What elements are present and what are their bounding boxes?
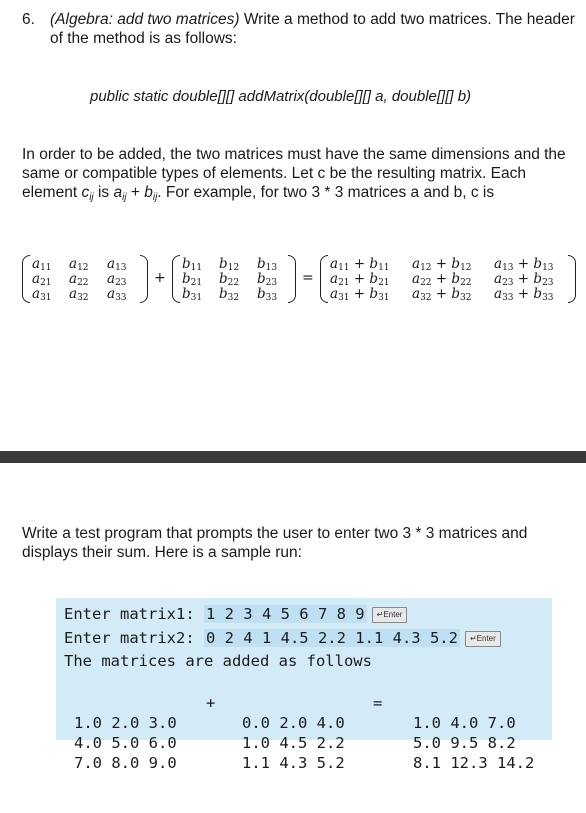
console-line-1: Enter matrix1: 1 2 3 4 5 6 7 8 9 ↵Enter xyxy=(64,604,407,624)
sample-run-console xyxy=(56,598,552,772)
matrix-b-cell: $b_{12}$ xyxy=(219,256,240,273)
enter-key-icon: ↵Enter xyxy=(372,607,408,623)
matrix-a-cell: $a_{22}$ xyxy=(69,271,89,288)
method-signature: public static double[][] addMatrix(double[][] a, double[][] b) xyxy=(90,88,472,105)
matrix-b-cell: $b_{23}$ xyxy=(257,271,278,288)
description-paragraph: In order to be added, the two matrices must have the same dimensions and the same or compatible types of elements. Let c be the resulting matrix. Each element $c_{ij}$ is $a_{ij} + b_{ij}$. For example, for two 3 * 3 matrices a and b, c is xyxy=(22,146,566,203)
matrix-a-cell: $a_{32}$ xyxy=(69,286,89,303)
matrix-c-cell: $a_{12} + b_{12}$ xyxy=(412,256,472,273)
exercise-intro xyxy=(50,10,580,48)
matrix-a-cell: $a_{33}$ xyxy=(107,286,127,303)
matrix-a-cell: $a_{13}$ xyxy=(107,256,127,273)
matrix-b-cell: $b_{21}$ xyxy=(182,271,203,288)
matrix-c-cell: $a_{23} + b_{23}$ xyxy=(494,271,554,288)
a-ij-term: $a_{ij}$ xyxy=(113,184,127,203)
matrix-c-cell: $a_{31} + b_{31}$ xyxy=(330,286,390,303)
matrix-a-cell: $a_{23}$ xyxy=(107,271,127,288)
output-equals: = xyxy=(373,694,383,712)
matrix-addition-formula xyxy=(22,255,582,305)
matrix-a-cell: $a_{21}$ xyxy=(32,271,52,288)
plus-operator: + xyxy=(154,270,166,286)
test-program-paragraph: Write a test program that prompts the user to enter two 3 * 3 matrices and displays their sum. Here is a sample run: xyxy=(22,525,528,561)
output-matrix-sum: 1.0 4.0 7.0 5.0 9.5 8.2 8.1 12.3 14.2 xyxy=(413,714,535,772)
output-matrix1: 1.0 2.0 3.0 4.0 5.0 6.0 7.0 8.0 9.0 xyxy=(74,714,177,772)
b-ij-term: $b_{ij}$ xyxy=(144,184,158,203)
matrix-c-cell: $a_{33} + b_{33}$ xyxy=(494,286,554,303)
matrix-c-cell: $a_{21} + b_{21}$ xyxy=(330,271,390,288)
console-line-3: The matrices are added as follows xyxy=(64,652,372,670)
section-divider xyxy=(0,451,586,463)
matrix-b-cell: $b_{13}$ xyxy=(257,256,278,273)
matrix-a xyxy=(22,255,148,303)
exercise-intro-text: Write a method to add two matrices. The header of the method is as follows: xyxy=(50,11,575,47)
matrix-a-cell: $a_{11}$ xyxy=(32,256,52,273)
matrix-b-cell: $b_{22}$ xyxy=(219,271,240,288)
user-input-2: 0 2 4 1 4.5 2.2 1.1 4.3 5.2 xyxy=(205,629,458,647)
matrix-c-cell: $a_{11} + b_{11}$ xyxy=(330,256,390,273)
matrix-a-cell: $a_{12}$ xyxy=(69,256,89,273)
matrix-b-cell: $b_{32}$ xyxy=(219,286,240,303)
matrix-b-cell: $b_{33}$ xyxy=(257,286,278,303)
matrix-sum xyxy=(320,255,576,303)
matrix-b xyxy=(172,255,296,303)
equals-operator: = xyxy=(302,270,314,286)
exercise-number: 6. xyxy=(22,11,35,28)
matrix-c-cell: $a_{22} + b_{22}$ xyxy=(412,271,472,288)
output-plus: + xyxy=(206,694,216,712)
matrix-a-cell: $a_{31}$ xyxy=(32,286,52,303)
console-line-2: Enter matrix2: 0 2 4 1 4.5 2.2 1.1 4.3 5.2 ↵Enter xyxy=(64,628,501,648)
matrix-c-cell: $a_{13} + b_{13}$ xyxy=(494,256,554,273)
exercise-title: (Algebra: add two matrices) xyxy=(50,11,240,28)
matrix-c-cell: $a_{32} + b_{32}$ xyxy=(412,286,472,303)
output-matrix2: 0.0 2.0 4.0 1.0 4.5 2.2 1.1 4.3 5.2 xyxy=(242,714,345,772)
c-ij-term: $c_{ij}$ xyxy=(81,184,94,203)
user-input-1: 1 2 3 4 5 6 7 8 9 xyxy=(205,605,365,623)
matrix-b-cell: $b_{31}$ xyxy=(182,286,203,303)
enter-key-icon: ↵Enter xyxy=(465,631,501,647)
matrix-b-cell: $b_{11}$ xyxy=(182,256,203,273)
